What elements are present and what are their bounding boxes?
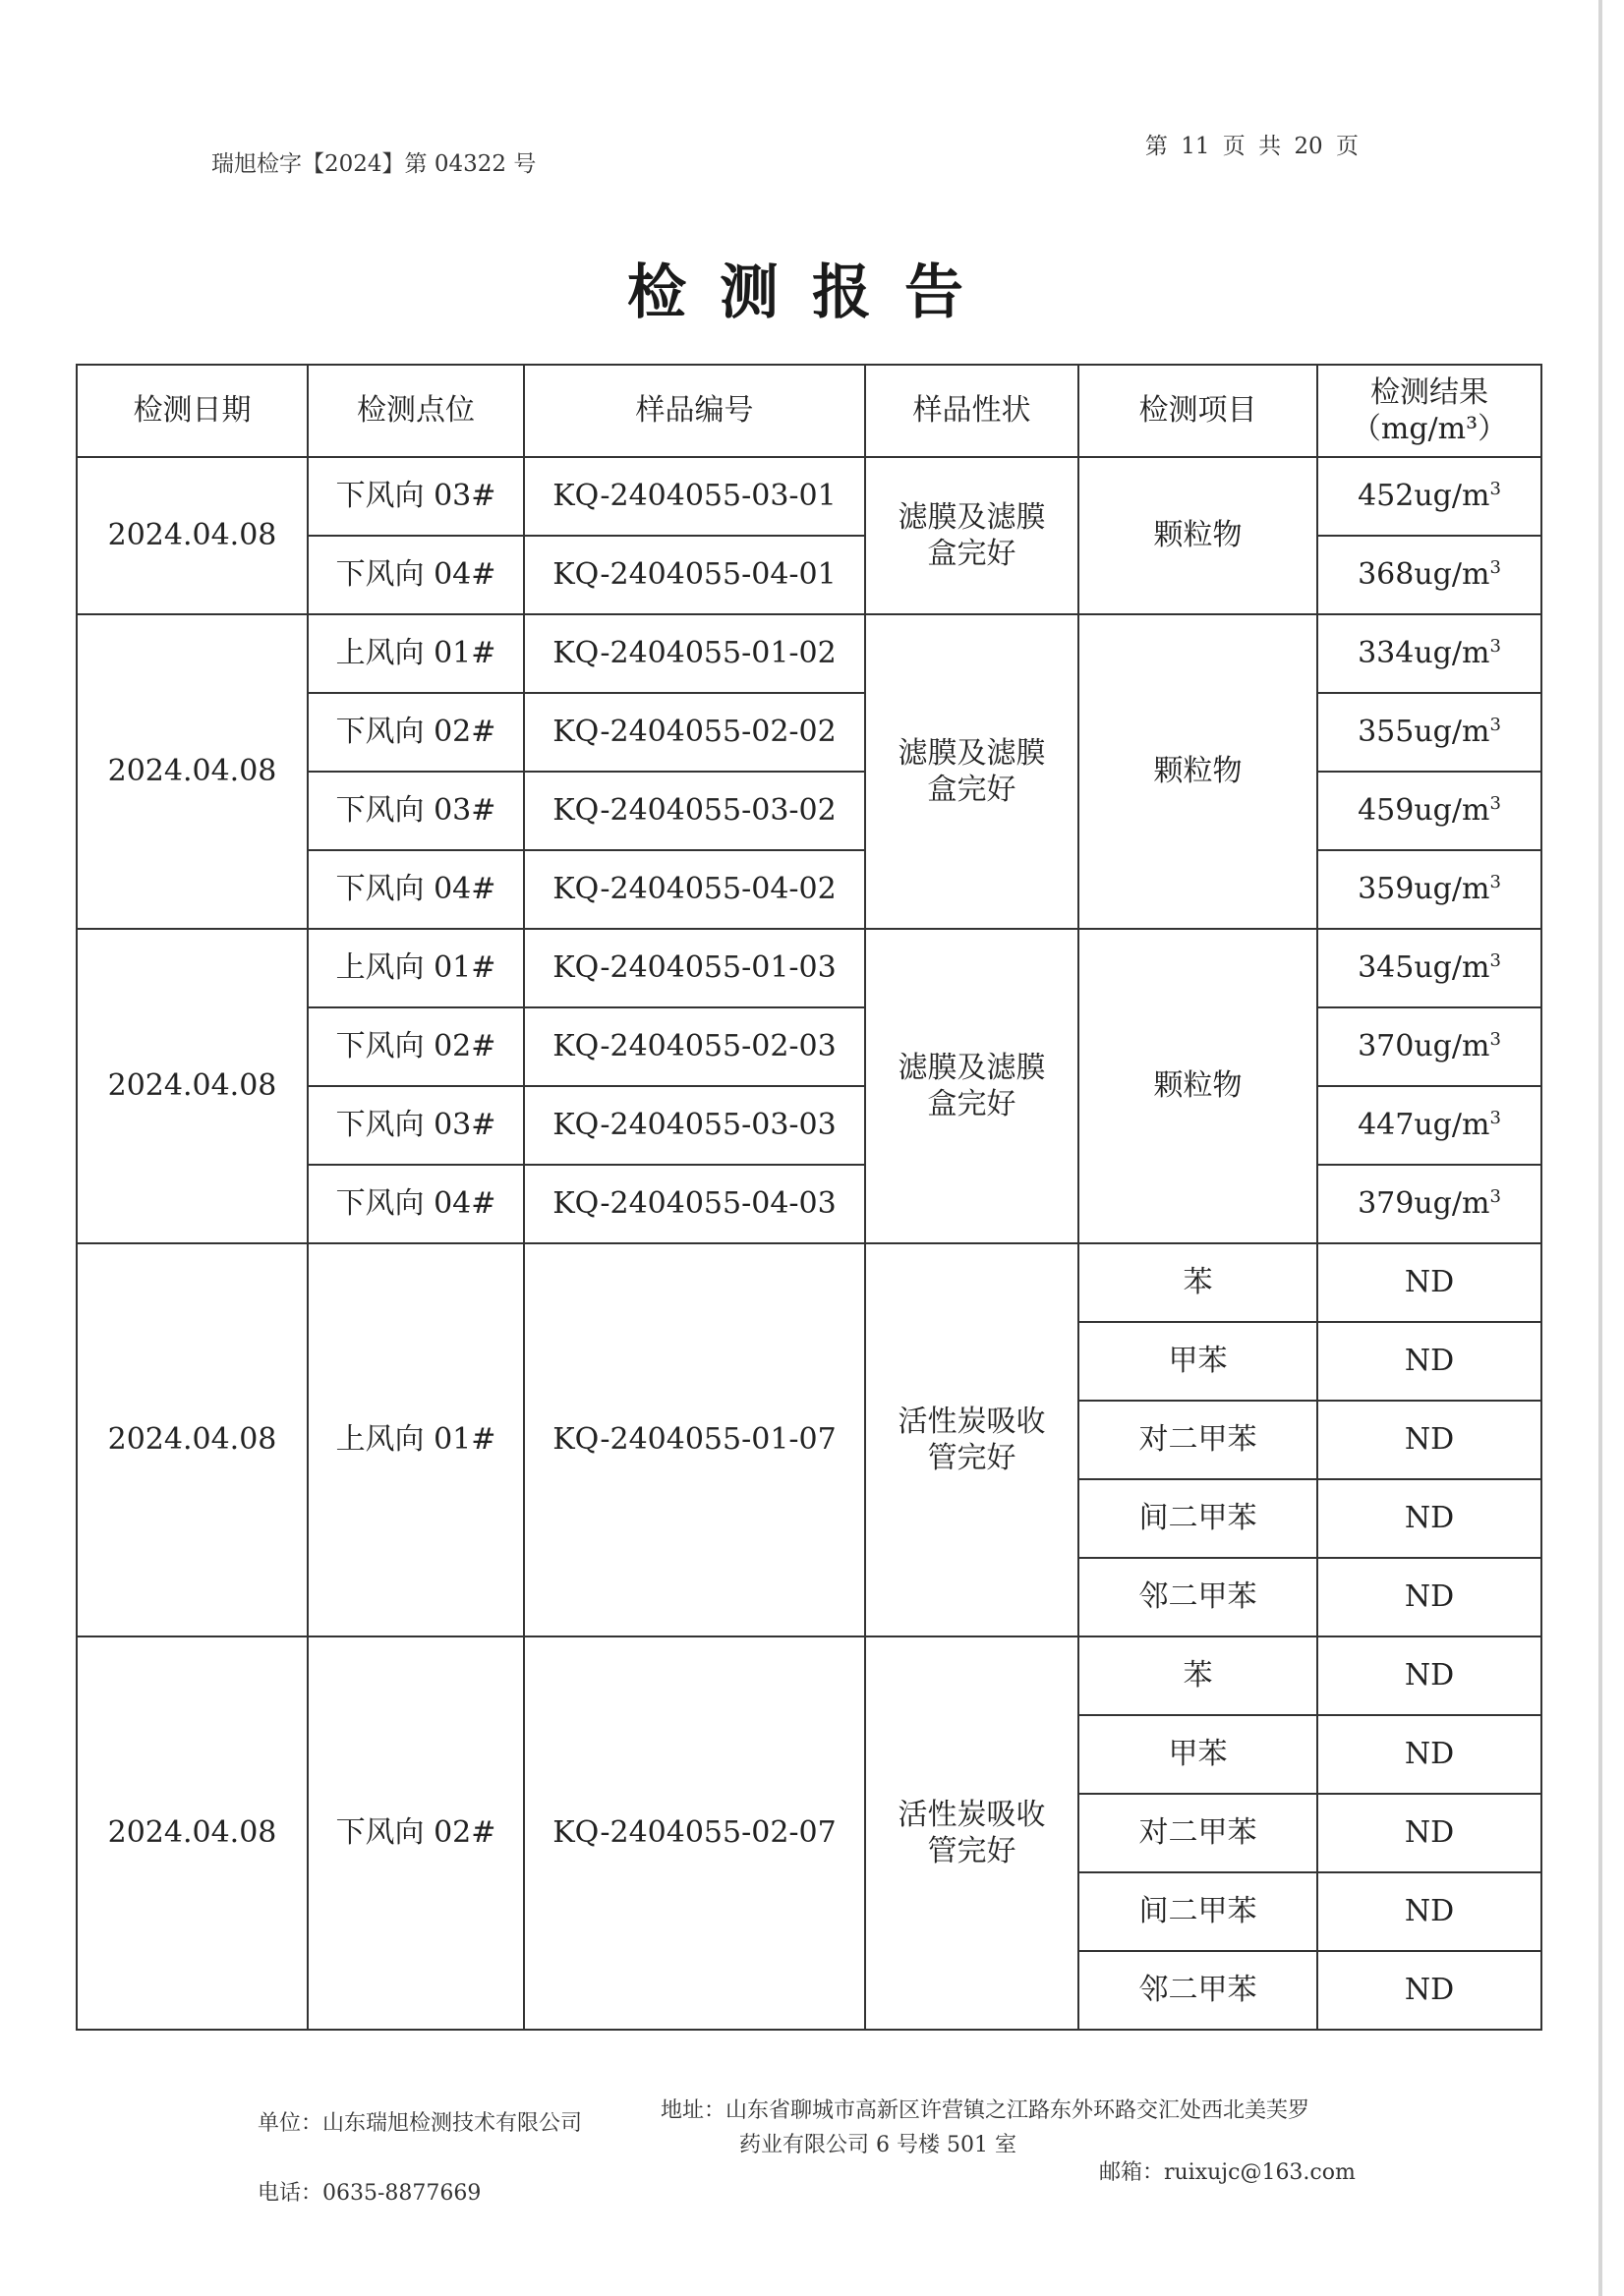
cell-sample: KQ-2404055-02-07 [524,1636,865,2030]
header-result: 检测结果 （mg/m³） [1317,365,1541,457]
cell-point: 下风向 04# [308,536,524,614]
footer-email: 邮箱：ruixujc@163.com [1099,2160,1356,2185]
cell-point: 上风向 01# [308,1243,524,1636]
cell-result: ND [1317,1401,1541,1479]
cell-state: 滤膜及滤膜 盒完好 [865,614,1078,929]
cell-item: 对二甲苯 [1078,1401,1317,1479]
cell-result: ND [1317,1636,1541,1715]
cell-sample: KQ-2404055-03-01 [524,457,865,536]
cell-date: 2024.04.08 [77,457,308,614]
cell-date: 2024.04.08 [77,1636,308,2030]
cell-sample: KQ-2404055-02-03 [524,1007,865,1086]
cell-sample: KQ-2404055-04-03 [524,1165,865,1243]
cell-point: 下风向 03# [308,457,524,536]
cell-item: 邻二甲苯 [1078,1951,1317,2030]
cell-item: 对二甲苯 [1078,1794,1317,1872]
cell-item: 苯 [1078,1243,1317,1322]
cell-sample: KQ-2404055-03-03 [524,1086,865,1165]
cell-item: 颗粒物 [1078,614,1317,929]
header-point: 检测点位 [308,365,524,457]
header-sample: 样品编号 [524,365,865,457]
cell-result: ND [1317,1322,1541,1401]
cell-result: ND [1317,1479,1541,1558]
cell-result: $379ug/m^3$ [1317,1165,1541,1243]
table-row [77,1243,1541,1322]
cell-state: 活性炭吸收 管完好 [865,1243,1078,1636]
cell-result: $359ug/m^3$ [1317,850,1541,929]
footer-address-line1: 地址：山东省聊城市高新区许营镇之江路东外环路交汇处西北美芙罗 [661,2098,1310,2123]
cell-state: 活性炭吸收 管完好 [865,1636,1078,2030]
cell-item: 邻二甲苯 [1078,1558,1317,1636]
table-row [77,929,1541,1007]
cell-sample: KQ-2404055-02-02 [524,693,865,772]
cell-sample: KQ-2404055-01-02 [524,614,865,693]
cell-result: $452ug/m^3$ [1317,457,1541,536]
cell-point: 上风向 01# [308,929,524,1007]
header-date: 检测日期 [77,365,308,457]
cell-point: 下风向 02# [308,1636,524,2030]
footer-phone: 电话：0635-8877669 [258,2181,482,2206]
cell-item: 颗粒物 [1078,457,1317,614]
table-header-row [77,365,1541,457]
cell-result: $447ug/m^3$ [1317,1086,1541,1165]
cell-date: 2024.04.08 [77,929,308,1243]
cell-item: 甲苯 [1078,1715,1317,1794]
scan-edge [1598,0,1602,2296]
footer-company: 单位：山东瑞旭检测技术有限公司 [258,2111,583,2136]
cell-result: $459ug/m^3$ [1317,772,1541,850]
table-body [77,457,1541,2030]
cell-state: 滤膜及滤膜 盒完好 [865,457,1078,614]
cell-result: ND [1317,1951,1541,2030]
cell-sample: KQ-2404055-01-07 [524,1243,865,1636]
cell-result: ND [1317,1794,1541,1872]
cell-result: $368ug/m^3$ [1317,536,1541,614]
cell-result: $355ug/m^3$ [1317,693,1541,772]
cell-sample: KQ-2404055-03-02 [524,772,865,850]
table-row [77,1636,1541,1715]
cell-item: 甲苯 [1078,1322,1317,1401]
page-info: 第 11 页 共 20 页 [1144,134,1359,159]
cell-sample: KQ-2404055-04-02 [524,850,865,929]
cell-result: ND [1317,1558,1541,1636]
cell-date: 2024.04.08 [77,1243,308,1636]
cell-result: ND [1317,1715,1541,1794]
report-table [76,364,1542,2031]
header-state: 样品性状 [865,365,1078,457]
cell-item: 间二甲苯 [1078,1479,1317,1558]
cell-item: 苯 [1078,1636,1317,1715]
cell-point: 下风向 04# [308,1165,524,1243]
cell-state: 滤膜及滤膜 盒完好 [865,929,1078,1243]
cell-date: 2024.04.08 [77,614,308,929]
cell-point: 下风向 04# [308,850,524,929]
page-title: 检测报告 [627,258,997,327]
table-row [77,614,1541,693]
header-item: 检测项目 [1078,365,1317,457]
cell-item: 颗粒物 [1078,929,1317,1243]
cell-sample: KQ-2404055-04-01 [524,536,865,614]
cell-sample: KQ-2404055-01-03 [524,929,865,1007]
cell-result: $345ug/m^3$ [1317,929,1541,1007]
cell-point: 下风向 02# [308,1007,524,1086]
cell-result: ND [1317,1872,1541,1951]
cell-item: 间二甲苯 [1078,1872,1317,1951]
cell-point: 下风向 03# [308,772,524,850]
cell-result: $370ug/m^3$ [1317,1007,1541,1086]
document-number: 瑞旭检字【2024】第 04322 号 [211,151,537,177]
cell-result: ND [1317,1243,1541,1322]
cell-result: $334ug/m^3$ [1317,614,1541,693]
cell-point: 下风向 02# [308,693,524,772]
cell-point: 下风向 03# [308,1086,524,1165]
cell-point: 上风向 01# [308,614,524,693]
footer-address-line2: 药业有限公司 6 号楼 501 室 [739,2133,1016,2157]
table-row [77,457,1541,536]
